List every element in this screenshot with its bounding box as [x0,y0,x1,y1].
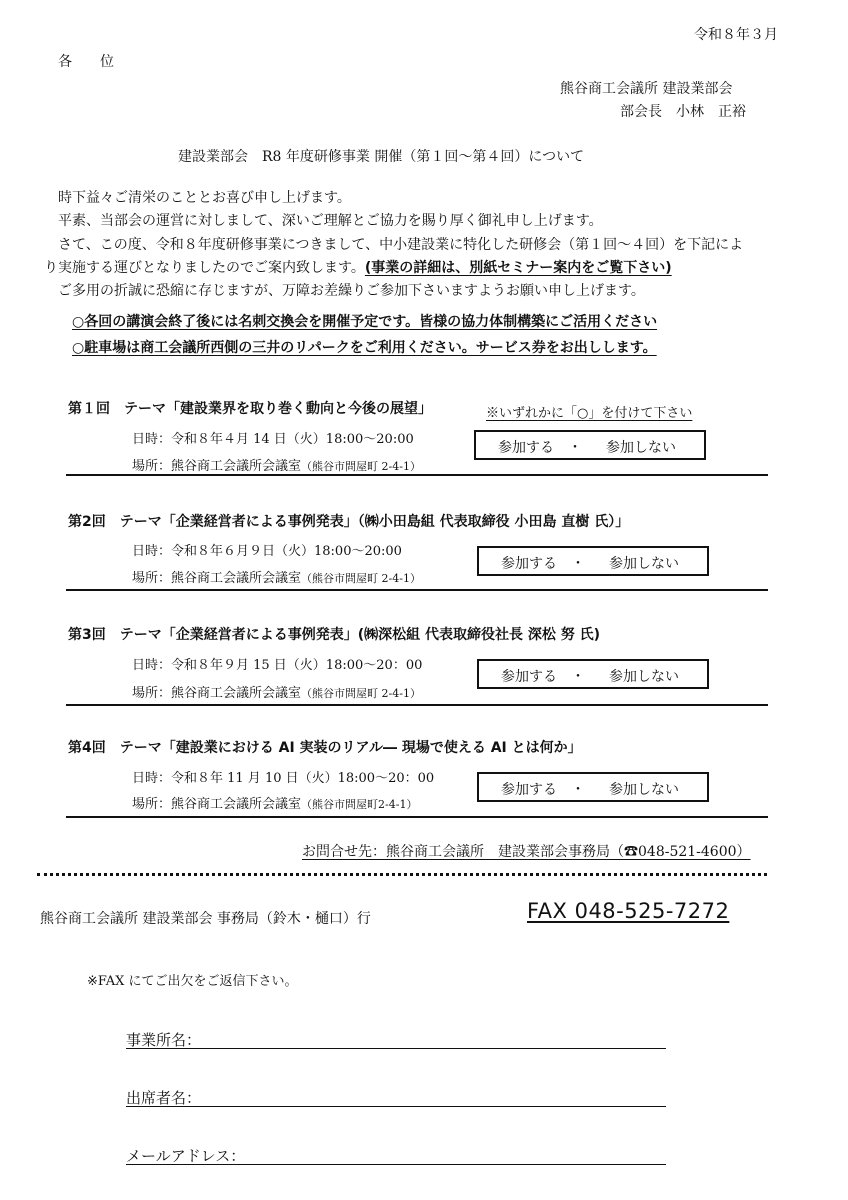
body-paragraph-3a: さて、この度、令和８年度研修事業につきまして、中小建設業に特化した研修会（第１回～４回）を下記によ [58,237,744,253]
session-2-response-box[interactable] [477,546,709,576]
session-1-place-name: 場所：熊谷商工会議所会議室 [132,459,302,474]
attendee-name-field[interactable] [126,1106,666,1107]
addressee: 各 位 [58,54,114,70]
company-name-field[interactable] [126,1048,666,1049]
session-2-place [132,567,421,586]
session-4-datetime: 日時：令和８年 11 月 10 日（火）18:00～20：00 [132,771,435,786]
fax-recipient: 熊谷商工会議所 建設業部会 事務局（鈴木・樋口）行 [40,911,371,927]
notice-networking: ○各回の講演会終了後には名刺交換会を開催予定です。皆様の協力体制構築にご活用ください [72,314,658,330]
session-3-response-box[interactable] [477,659,709,689]
circle-instruction: ※いずれかに「○」を付けて下さい [486,406,693,421]
document-title: 建設業部会 R8 年度研修事業 開催（第１回～第４回）について [178,149,585,165]
session-1-heading: 第１回 テーマ「建設業界を取り巻く動向と今後の展望」 [68,401,432,417]
body-paragraph-3b-text: り実施する運びとなりましたのでご案内致します。 [44,260,365,276]
notice-parking: ○駐車場は商工会議所西側の三井のリパークをご利用ください。サービス券をお出しします。 [72,340,657,356]
cut-line [37,873,767,876]
session-3-heading: 第3回 テーマ「企業経営者による事例発表」(㈱深松組 代表取締役社長 深松 努 氏) [68,627,601,643]
session-1-address: （熊谷市問屋町 2-4-1） [301,460,421,473]
session-1-divider [66,474,768,476]
document-date: 令和８年３月 [694,27,778,43]
session-2-decline-option[interactable]: 参加しない [609,556,679,572]
session-3-divider [66,704,768,706]
email-address-field[interactable] [126,1164,666,1165]
session-3-address: （熊谷市問屋町 2-4-1） [301,687,421,700]
session-2-attend-option[interactable]: 参加する ・ [501,556,585,572]
session-4-address: （熊谷市問屋町2-4-1） [301,798,418,811]
details-reference: (事業の詳細は、別紙セミナー案内をご覧下さい) [364,260,672,276]
session-1-place [132,455,421,474]
sender-organization: 熊谷商工会議所 建設業部会 [560,81,733,97]
session-4-place-name: 場所：熊谷商工会議所会議室 [132,797,302,812]
session-2-divider [66,589,768,591]
session-4-place [132,793,417,812]
session-3-datetime: 日時：令和８年９月 15 日（火）18:00～20：00 [132,658,423,673]
session-1-response-box[interactable] [474,430,706,460]
session-4-attend-option[interactable]: 参加する ・ [501,782,585,798]
attendee-name-label: 出席者名： [126,1089,202,1107]
body-paragraph-3b [44,257,672,277]
session-1-datetime: 日時：令和８年４月 14 日（火）18:00～20:00 [132,432,414,447]
session-4-decline-option[interactable]: 参加しない [609,782,679,798]
session-1-decline-option[interactable]: 参加しない [606,440,676,456]
session-1-attend-option[interactable]: 参加する ・ [498,440,582,456]
session-4-divider [66,816,768,818]
fax-reply-note: ※FAX にてご出欠をご返信下さい。 [87,974,298,989]
session-2-address: （熊谷市問屋町 2-4-1） [301,572,421,585]
session-2-heading: 第2回 テーマ「企業経営者による事例発表」（㈱小田島組 代表取締役 小田島 直樹 氏）」 [68,514,630,530]
sender-person: 部会長 小林 正裕 [620,104,746,120]
fax-number: FAX 048-525-7272 [527,899,730,923]
body-paragraph-2: 平素、当部会の運営に対しまして、深いご理解とご協力を賜り厚く御礼申し上げます。 [58,213,603,229]
body-paragraph-4: ご多用の折誠に恐縮に存じますが、万障お差繰りご参加下さいますようお願い申し上げます。 [58,283,645,299]
session-4-response-box[interactable] [477,772,709,802]
session-3-place [132,682,421,701]
session-3-attend-option[interactable]: 参加する ・ [501,669,585,685]
session-2-place-name: 場所：熊谷商工会議所会議室 [132,571,302,586]
contact-info: お問合せ先：熊谷商工会議所 建設業部会事務局（☎048-521-4600） [302,844,751,860]
session-3-decline-option[interactable]: 参加しない [609,669,679,685]
session-3-place-name: 場所：熊谷商工会議所会議室 [132,686,302,701]
session-2-datetime: 日時：令和８年６月９日（火）18:00～20:00 [132,544,402,559]
body-paragraph-1: 時下益々ご清栄のこととお喜び申し上げます。 [58,190,351,206]
session-4-heading: 第4回 テーマ「建設業における AI 実装のリアル― 現場で使える AI とは何か」 [68,740,582,756]
company-name-label: 事業所名： [126,1031,202,1049]
email-address-label: メールアドレス： [126,1147,246,1165]
